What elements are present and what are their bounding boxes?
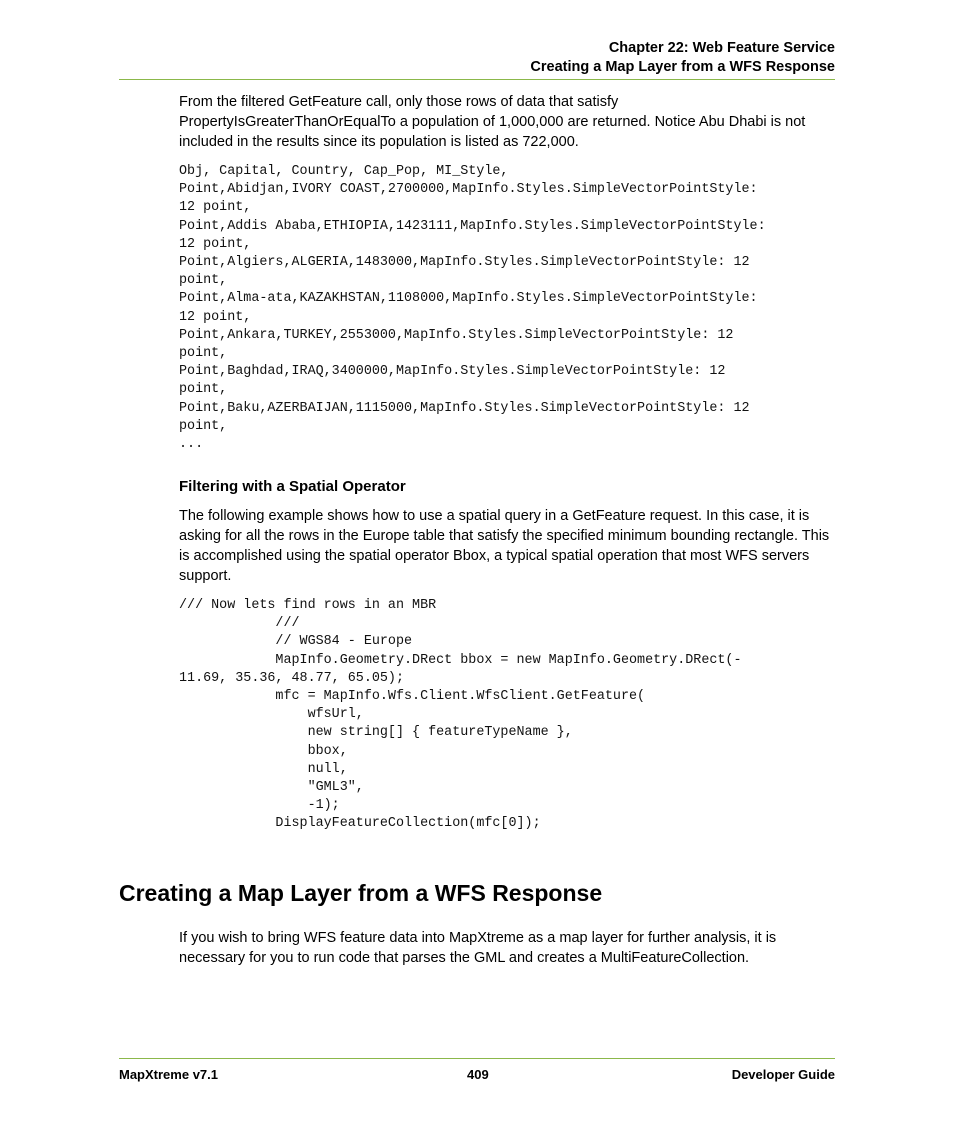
intro-paragraph: From the filtered GetFeature call, only those rows of data that satisfy PropertyIsGreaterThanOrEqualTo a population of 1,000,000 are returned. Notice Abu Dhabi is not included in the results since its population is listed as 722,000. xyxy=(179,94,806,150)
section-title: Creating a Map Layer from a WFS Response xyxy=(530,59,835,75)
code-block-results: Obj, Capital, Country, Cap_Pop, MI_Style, Point,Abidjan,IVORY COAST,2700000,MapInfo.Styles.SimpleVectorPointStyle: 12 point, Point,Addis Ababa,ETHIOPIA,1423111,MapInfo.Styles.SimpleVectorPointStyle: 12 point, Point,Algiers,ALGERIA,1483000,MapInfo.Styles.SimpleVectorPointStyle: 12 point, Point,Alma-ata,KAZAKHSTAN,1108000,MapInfo.Styles.SimpleVectorPointStyle: 12 point, Point,Ankara,TURKEY,2553000,MapInfo.Styles.SimpleVectorPointStyle: 12 point, Point,Baghdad,IRAQ,3400000,MapInfo.Styles.SimpleVectorPointStyle: 12 point, Point,Baku,AZERBAIJAN,1115000,MapInfo.Styles.SimpleVectorPointStyle: 12 point, ... xyxy=(179,164,766,453)
footer-rule xyxy=(119,1058,835,1059)
subheading-spatial-operator: Filtering with a Spatial Operator xyxy=(179,478,406,495)
section-heading: Creating a Map Layer from a WFS Response xyxy=(119,880,603,906)
layer-paragraph: If you wish to bring WFS feature data into MapXtreme as a map layer for further analysis, it is necessary for you to run code that parses the GML and creates a MultiFeatureCollection. xyxy=(179,930,777,966)
code-block-mbr: /// Now lets find rows in an MBR /// // WGS84 - Europe MapInfo.Geometry.DRect bbox = new MapInfo.Geometry.DRect(- 11.69, 35.36, 48.77, 65.05); mfc = MapInfo.Wfs.Client.WfsClient.GetFeature( wfsUrl, new string[] { featureTypeName }, bbox, null, "GML3", -1); DisplayFeatureCollection(mfc[0]); xyxy=(179,598,742,832)
footer-guide: Developer Guide xyxy=(731,1067,835,1082)
chapter-title: Chapter 22: Web Feature Service xyxy=(608,40,835,56)
footer-product: MapXtreme v7.1 xyxy=(119,1067,218,1082)
spatial-paragraph: The following example shows how to use a spatial query in a GetFeature request. In this case, it is asking for all the rows in the Europe table that satisfy the specified minimum bounding rectangle. This is accomplished using the spatial operator Bbox, a typical spatial operation that most WFS servers support. xyxy=(179,508,830,584)
running-header xyxy=(530,39,835,77)
page-number: 409 xyxy=(467,1067,489,1082)
header-rule xyxy=(119,79,835,80)
